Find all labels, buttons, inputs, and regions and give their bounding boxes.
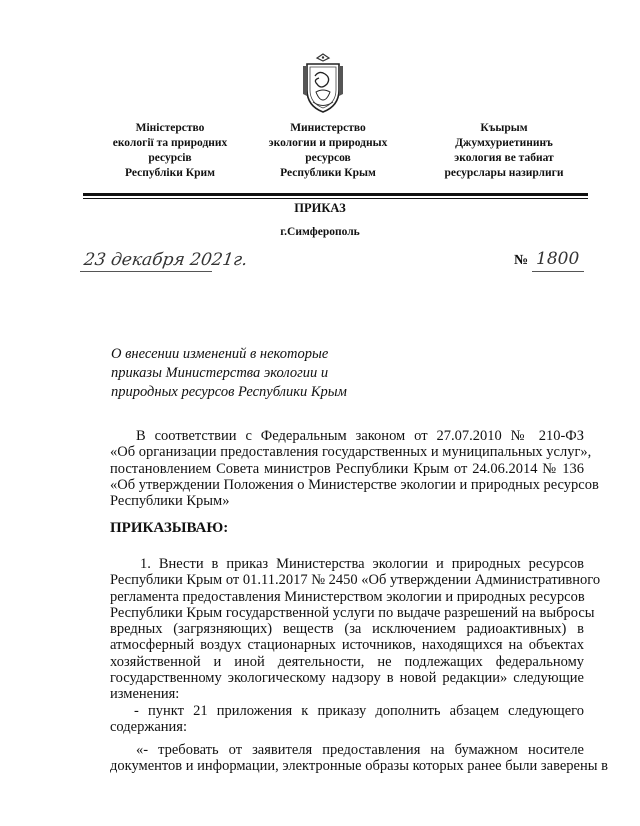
header-line: экологии и природных	[268, 137, 388, 149]
paragraph-line: 1. Внести в приказ Министерства экологии и природных ресурсов	[140, 556, 584, 572]
paragraph-line: вредных (загрязняющих) веществ (за исключением радиоактивных) в	[110, 621, 584, 638]
subject-line: О внесении изменений в некоторые	[111, 346, 329, 362]
handwritten-date: 23 декабря 2021г.	[82, 250, 249, 270]
paragraph-line: атмосферный воздух стационарных источников, находящихся на объектах	[110, 637, 584, 654]
paragraph-line: Республики Крым от 01.11.2017 № 2450 «Об утверждении Административного	[110, 572, 601, 589]
header-line: екології та природних	[112, 137, 228, 149]
paragraph-line: регламента предоставления Министерством экологии и природных ресурсов	[110, 588, 585, 605]
header-line: ресурсів	[148, 152, 192, 164]
paragraph-line: документов и информации, электронные образы которых ранее были заверены в	[110, 758, 608, 775]
paragraph-line: содержания:	[110, 718, 188, 735]
header-line: ресурсов	[305, 152, 351, 164]
paragraph-line: постановлением Совета министров Республики Крым от 24.06.2014 № 136	[110, 460, 584, 477]
subject-line: природных ресурсов Республики Крым	[111, 384, 347, 400]
document-city: г.Симферополь	[280, 226, 360, 238]
paragraph-line: «Об организации предоставления государственных и муниципальных услуг»,	[110, 444, 592, 461]
ministry-name-ukrainian	[108, 121, 232, 181]
header-divider-thin	[83, 198, 588, 199]
quoted-amendment-paragraph	[110, 742, 608, 775]
item-1-paragraph	[110, 556, 601, 735]
paragraph-line: «Об утверждении Положения о Министерстве экологии и природных ресурсов	[110, 476, 599, 493]
header-line: Къырым	[480, 122, 528, 134]
header-line: Джумхуриетининъ	[455, 137, 553, 149]
header-line: Республики Крым	[280, 167, 376, 179]
paragraph-line: Республики Крым государственной услуги по выдаче разрешений на выбросы	[110, 604, 595, 621]
header-line: Республіки Крим	[125, 167, 215, 179]
order-subject	[111, 345, 347, 402]
document-title: ПРИКАЗ	[294, 201, 346, 215]
paragraph-line: - пункт 21 приложения к приказу дополнить абзацем следующего	[134, 702, 584, 719]
paragraph-line: В соответствии с Федеральным законом от 27.07.2010 № 210-ФЗ	[136, 428, 584, 444]
coat-of-arms-emblem	[299, 52, 347, 114]
handwritten-number: 1800	[536, 249, 580, 269]
header-line: Министерство	[290, 122, 366, 134]
header-line: экология ве табиат	[454, 152, 554, 164]
subject-line: приказы Министерства экологии и	[111, 365, 329, 381]
header-divider-thick	[83, 193, 588, 196]
paragraph-line: «- требовать от заявителя предоставления на бумажном носителе	[136, 742, 584, 758]
date-underline	[80, 271, 212, 272]
header-line: Міністерство	[135, 122, 205, 134]
ministry-name-russian	[258, 121, 398, 181]
paragraph-line: государственному экологическому надзору в новой редакции» следующие	[110, 670, 584, 687]
paragraph-line: хозяйственной и иной деятельности, не подлежащих федеральному	[110, 653, 584, 670]
paragraph-line: Республики Крым»	[110, 493, 230, 510]
preamble-paragraph	[110, 428, 599, 510]
number-underline	[532, 271, 584, 272]
ministry-name-crimean-tatar	[424, 121, 584, 181]
order-directive-heading: ПРИКАЗЫВАЮ:	[110, 520, 229, 536]
header-line: ресурслары назирлиги	[444, 167, 564, 179]
paragraph-line: изменения:	[110, 686, 180, 703]
number-label: №	[514, 253, 529, 268]
